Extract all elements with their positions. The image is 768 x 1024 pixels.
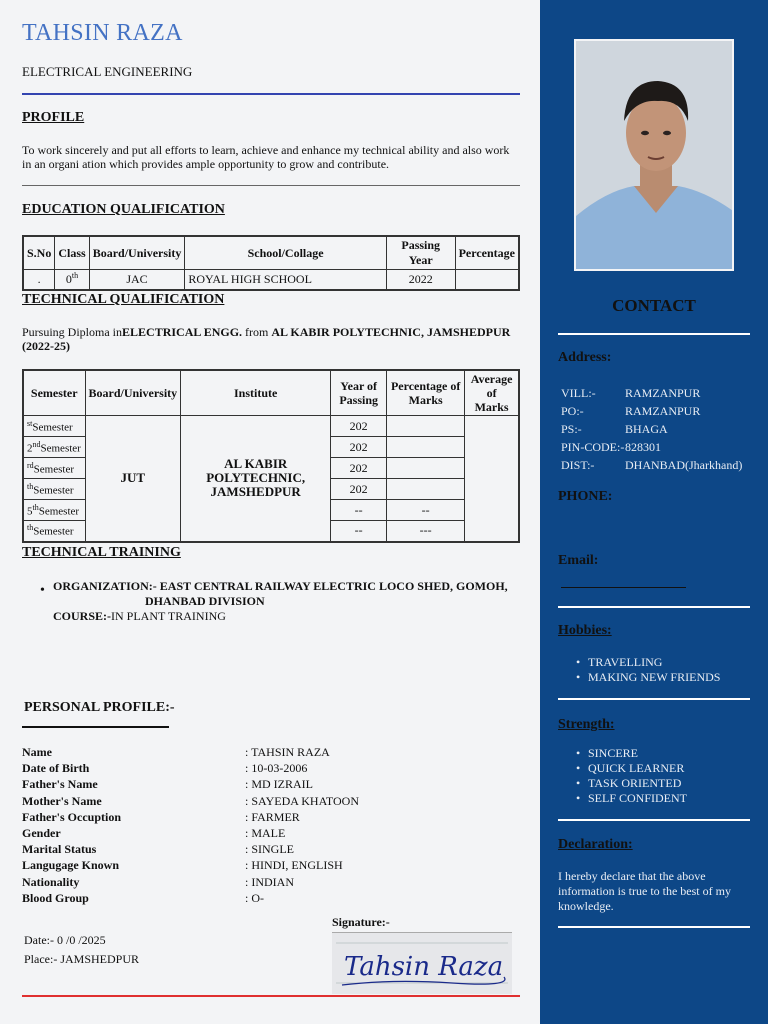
pursuing-from: from bbox=[242, 325, 272, 339]
semester-suffix: rd bbox=[27, 460, 34, 470]
semester-label: Semester bbox=[40, 442, 81, 455]
education-percentage bbox=[455, 270, 519, 290]
semester-cell bbox=[23, 416, 85, 437]
semester-cell bbox=[23, 521, 85, 542]
footer-divider bbox=[22, 995, 520, 997]
education-col-header: School/Collage bbox=[185, 236, 386, 270]
personal-value: : FARMER bbox=[245, 809, 300, 824]
list-item bbox=[22, 858, 520, 874]
list-item bbox=[22, 826, 520, 842]
education-class-number: 0 bbox=[65, 272, 72, 287]
address-value: RAMZANPUR bbox=[625, 386, 701, 400]
candidate-name: TAHSIN RAZA bbox=[22, 20, 183, 46]
address-key: PO:- bbox=[561, 404, 584, 418]
address-value: RAMZANPUR bbox=[625, 404, 701, 418]
address-key: VILL:- bbox=[561, 386, 596, 400]
technical-header-row bbox=[23, 370, 519, 416]
semester-suffix: th bbox=[27, 523, 34, 533]
bullet-icon: • bbox=[40, 583, 45, 598]
list-item bbox=[22, 810, 520, 826]
signature-image bbox=[332, 932, 512, 994]
semester-label: Semester bbox=[33, 463, 74, 476]
semester-percentage bbox=[387, 416, 465, 437]
semester-year: -- bbox=[331, 521, 387, 542]
semester-cell bbox=[23, 437, 85, 458]
list-item bbox=[22, 794, 520, 810]
email-heading: Email: bbox=[558, 553, 599, 568]
list-item bbox=[22, 842, 520, 858]
education-col-header: S.No bbox=[23, 236, 55, 270]
address-row bbox=[561, 420, 751, 438]
technical-col-header: Percentage of Marks bbox=[387, 370, 465, 416]
semester-number: 2 bbox=[27, 442, 33, 455]
date-line: Date:- 0 /0 /2025 bbox=[24, 933, 106, 947]
semester-percentage: --- bbox=[387, 521, 465, 542]
education-col-header: Board/University bbox=[89, 236, 185, 270]
semester-year: -- bbox=[331, 500, 387, 521]
training-item bbox=[40, 579, 520, 624]
address-block bbox=[561, 384, 751, 474]
training-org-line2: DHANBAD DIVISION bbox=[145, 594, 265, 608]
sidebar-divider bbox=[558, 819, 750, 821]
technical-col-header: Institute bbox=[181, 370, 331, 416]
training-course-label: COURSE:- bbox=[53, 609, 112, 623]
address-key: DIST:- bbox=[561, 458, 595, 472]
education-header-row bbox=[23, 236, 519, 270]
list-item: • MAKING NEW FRIENDS bbox=[576, 670, 720, 685]
education-class bbox=[55, 270, 89, 290]
personal-value: : 10-03-2006 bbox=[245, 761, 308, 776]
list-item: • TASK ORIENTED bbox=[576, 776, 687, 791]
personal-label: Marital Status bbox=[22, 842, 97, 857]
semester-percentage bbox=[387, 437, 465, 458]
semester-label: Semester bbox=[33, 526, 74, 539]
pursuing-institute: AL KABIR POLYTECHNIC, JAMSHEDPUR bbox=[271, 325, 511, 339]
semester-percentage bbox=[387, 479, 465, 500]
technical-col-header: Semester bbox=[23, 370, 85, 416]
place-line: Place:- JAMSHEDPUR bbox=[24, 952, 140, 966]
list-item bbox=[22, 875, 520, 891]
contact-title: CONTACT bbox=[612, 296, 696, 315]
list-item bbox=[22, 891, 520, 907]
technical-table bbox=[22, 369, 520, 543]
personal-value: : O- bbox=[245, 890, 264, 905]
declaration-heading: Declaration: bbox=[558, 837, 633, 852]
semester-year: 202 bbox=[331, 458, 387, 479]
technical-board: JUT bbox=[85, 416, 181, 542]
semester-percentage: -- bbox=[387, 500, 465, 521]
address-key: PIN-CODE:- bbox=[561, 440, 625, 454]
technical-average bbox=[465, 416, 519, 542]
profile-heading: PROFILE bbox=[22, 110, 85, 125]
training-heading: TECHNICAL TRAINING bbox=[22, 545, 181, 560]
address-value: 828301 bbox=[625, 440, 661, 454]
training-org-line1: ORGANIZATION:- EAST CENTRAL RAILWAY ELECTRIC LOCO SHED, GOMOH, bbox=[53, 579, 508, 593]
pursuing-years: (2022-25) bbox=[22, 339, 70, 353]
personal-label: Langugage Known bbox=[22, 858, 120, 873]
signature-text: Tahsin Raza bbox=[344, 952, 504, 982]
personal-value: : MD IZRAIL bbox=[245, 777, 313, 792]
sidebar-divider bbox=[558, 606, 750, 608]
semester-cell bbox=[23, 458, 85, 479]
semester-year: 202 bbox=[331, 437, 387, 458]
semester-suffix: st bbox=[27, 418, 33, 428]
semester-year: 202 bbox=[331, 416, 387, 437]
personal-value: : INDIAN bbox=[245, 874, 294, 889]
list-item bbox=[22, 777, 520, 793]
personal-value: : TAHSIN RAZA bbox=[245, 745, 330, 759]
address-key: PS:- bbox=[561, 422, 582, 436]
pursuing-prefix: Pursuing Diploma in bbox=[22, 325, 123, 339]
declaration-text: I hereby declare that the above information is true to the best of my knowledge. bbox=[558, 869, 731, 913]
personal-label: Date of Birth bbox=[22, 761, 90, 776]
list-item: • SINCERE bbox=[576, 746, 687, 761]
education-sno: . bbox=[23, 270, 55, 290]
semester-label: Semester bbox=[38, 505, 80, 518]
semester-suffix: th bbox=[32, 502, 39, 512]
list-item bbox=[22, 745, 520, 761]
hobbies-list bbox=[576, 655, 720, 685]
semester-cell bbox=[23, 500, 85, 521]
semester-label: Semester bbox=[32, 421, 73, 434]
sidebar-divider bbox=[558, 333, 750, 335]
semester-suffix: th bbox=[27, 481, 34, 491]
hobbies-heading: Hobbies: bbox=[558, 623, 612, 638]
signature-label: Signature:- bbox=[332, 915, 390, 929]
semester-number: 5 bbox=[27, 505, 33, 518]
list-item: • SELF CONFIDENT bbox=[576, 791, 687, 806]
technical-col-header: Year of Passing bbox=[331, 370, 387, 416]
semester-percentage bbox=[387, 458, 465, 479]
list-item: • QUICK LEARNER bbox=[576, 761, 687, 776]
email-underline bbox=[561, 587, 686, 588]
personal-label: Name bbox=[22, 745, 52, 759]
address-row bbox=[561, 384, 751, 402]
personal-label: Father's Name bbox=[22, 777, 98, 792]
education-heading: EDUCATION QUALIFICATION bbox=[22, 202, 225, 217]
profile-text: To work sincerely and put all efforts to learn, achieve and enhance my technical ability and also work in an organi ation which provides ample opportunity to grow and contribute. bbox=[22, 143, 510, 171]
list-item bbox=[22, 761, 520, 777]
phone-heading: PHONE: bbox=[558, 489, 613, 504]
address-heading: Address: bbox=[558, 350, 612, 365]
personal-value: : SAYEDA KHATOON bbox=[245, 793, 360, 808]
pursuing-line bbox=[22, 325, 520, 353]
personal-label: Gender bbox=[22, 825, 61, 840]
personal-details bbox=[22, 745, 520, 907]
table-row bbox=[23, 270, 519, 290]
pursuing-course: ELECTRICAL ENGG. bbox=[122, 325, 243, 339]
semester-label: Semester bbox=[33, 484, 74, 497]
personal-value: : MALE bbox=[245, 825, 286, 840]
address-row bbox=[561, 402, 751, 420]
profile-photo bbox=[574, 39, 734, 271]
address-row bbox=[561, 456, 751, 474]
sidebar-divider bbox=[558, 926, 750, 928]
personal-label: Mother's Name bbox=[22, 793, 102, 808]
address-value: DHANBAD(Jharkhand) bbox=[625, 458, 743, 472]
semester-year: 202 bbox=[331, 479, 387, 500]
technical-col-header: Average of Marks bbox=[465, 370, 519, 416]
personal-label: Blood Group bbox=[22, 890, 89, 905]
semester-suffix: nd bbox=[32, 439, 41, 449]
list-item: • TRAVELLING bbox=[576, 655, 720, 670]
technical-heading: TECHNICAL QUALIFICATION bbox=[22, 292, 225, 307]
personal-value: : HINDI, ENGLISH bbox=[245, 858, 343, 873]
table-row bbox=[23, 416, 519, 437]
education-table bbox=[22, 235, 520, 291]
address-value: BHAGA bbox=[625, 422, 668, 436]
education-board: JAC bbox=[89, 270, 185, 290]
education-col-header: Percentage bbox=[455, 236, 519, 270]
personal-divider bbox=[22, 726, 169, 728]
personal-label: Father's Occuption bbox=[22, 809, 121, 824]
header-divider bbox=[22, 93, 520, 95]
technical-col-header: Board/University bbox=[85, 370, 181, 416]
personal-value: : SINGLE bbox=[245, 842, 294, 857]
education-school: ROYAL HIGH SCHOOL bbox=[185, 270, 386, 290]
technical-institute: AL KABIR POLYTECHNIC, JAMSHEDPUR bbox=[181, 416, 331, 542]
education-col-header: Passing Year bbox=[386, 236, 455, 270]
education-year: 2022 bbox=[386, 270, 455, 290]
strength-heading: Strength: bbox=[558, 717, 615, 732]
education-class-suffix: th bbox=[71, 271, 79, 281]
training-course-value: IN PLANT TRAINING bbox=[111, 609, 226, 623]
strength-list bbox=[576, 746, 687, 806]
personal-label: Nationality bbox=[22, 874, 80, 889]
candidate-subtitle: ELECTRICAL ENGINEERING bbox=[22, 64, 193, 79]
personal-heading: PERSONAL PROFILE:- bbox=[24, 700, 175, 715]
address-row bbox=[561, 438, 751, 456]
education-col-header: Class bbox=[55, 236, 89, 270]
profile-divider bbox=[22, 185, 520, 186]
semester-cell bbox=[23, 479, 85, 500]
sidebar-divider bbox=[558, 698, 750, 700]
